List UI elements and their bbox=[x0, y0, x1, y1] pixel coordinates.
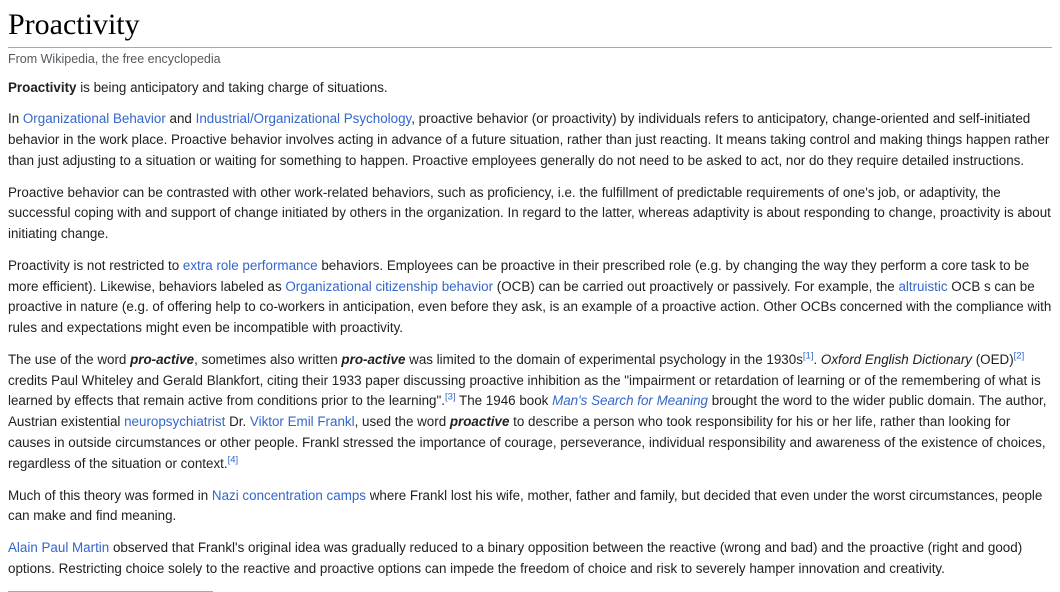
text-fragment: Much of this theory was formed in bbox=[8, 487, 212, 503]
text-fragment: brought the word to the wider public domain. The author, Austrian existential bbox=[8, 393, 1047, 430]
text-fragment: where Frankl lost his wife, mother, father and family, but decided that even under the worst circumstances, people can make and find meaning. bbox=[8, 487, 1043, 524]
text-fragment: Proactivity is not restricted to bbox=[8, 257, 183, 273]
page-title: Proactivity bbox=[8, 8, 1052, 48]
text-fragment: and bbox=[165, 111, 196, 127]
link-label: Man's Search for Meaning bbox=[552, 393, 708, 409]
term-pro-active: pro-active bbox=[130, 351, 195, 367]
link-viktor-emil-frankl[interactable]: Viktor Emil Frankl bbox=[249, 414, 355, 430]
citation-4[interactable] bbox=[228, 454, 239, 465]
citation-2[interactable] bbox=[1014, 350, 1025, 361]
paragraph-definition bbox=[8, 109, 1052, 171]
paragraph-theory-origin bbox=[8, 486, 1052, 528]
link-industrial-organizational-psychology[interactable]: Industrial/Organizational Psychology bbox=[195, 111, 412, 127]
link-organizational-behavior[interactable]: Organizational Behavior bbox=[22, 111, 166, 127]
text-fragment: The use of the word bbox=[8, 351, 131, 367]
citation-1-link[interactable]: [1] bbox=[802, 350, 814, 362]
text-fragment: , proactive behavior (or proactivity) by individuals refers to anticipatory, change-oriented and self-initiated behavior in the work place. Proactive behavior involves acting in advance of a future situation, rather than just reacting. It means taking control and making things happen rather than just adjusting to a situation or waiting for something to happen. Proactive employees generally do not need to be asked to act, nor do they require detailed instructions. bbox=[8, 111, 1050, 168]
text-fragment: , used the word bbox=[354, 414, 450, 430]
text-fragment: to describe a person who took responsibility for his or her life, rather than looking for causes in outside circumstances or other people. Frankl stressed the importance of courage, perseverance, individual responsibility and awareness of the existence of choices, regardless of the situation or context. bbox=[8, 414, 1046, 471]
text-fragment: observed that Frankl's original idea was gradually reduced to a binary opposition between the reactive (wrong and bad) and the proactive (right and good) options. Restricting choice solely to the reactive and proactive options can impede the freedom of choice and risk to severely hamper innovation and creativity. bbox=[8, 540, 1023, 576]
text-fragment: , sometimes also written bbox=[194, 351, 342, 367]
citation-3-link[interactable]: [3] bbox=[444, 391, 456, 403]
text-fragment: The 1946 book bbox=[455, 393, 553, 409]
site-tagline: From Wikipedia, the free encyclopedia bbox=[8, 51, 221, 66]
link-organizational-citizenship-behavior[interactable]: Organizational citizenship behavior bbox=[285, 278, 494, 294]
paragraph-etymology bbox=[8, 350, 1052, 475]
citation-1[interactable] bbox=[803, 350, 814, 361]
term-proactive: proactive bbox=[449, 414, 510, 430]
link-neuropsychiatrist[interactable]: neuropsychiatrist bbox=[124, 414, 226, 430]
text-fragment: Dr. bbox=[225, 414, 250, 430]
text-fragment: Proactive behavior can be contrasted with other work-related behaviors, such as proficiency, i.e. the fulfillment of predictable requirements of one's job, or adaptivity, the successful coping with and support of change initiated by others in the organization. In regard to the latter, whereas adaptivity is about responding to change, proactivity is about initiating change. bbox=[8, 184, 1051, 242]
paragraph-lead bbox=[8, 78, 1052, 99]
title-oed: Oxford English Dictionary bbox=[820, 351, 972, 367]
text-fragment: credits Paul Whiteley and Gerald Blankfort, citing their 1933 paper discussing proactive inhibition as the "impairment or retardation of learning or of the remembering of what is learned by effects that remain active from conditions prior to the learning". bbox=[8, 372, 1041, 409]
text-fragment: In bbox=[8, 111, 23, 127]
text-fragment: behaviors. Employees can be proactive in their prescribed role (e.g. by changing the way they perform a core task to be more efficient). Likewise, behaviors labeled as bbox=[8, 257, 1030, 294]
citation-3[interactable] bbox=[445, 392, 456, 403]
link-altruistic[interactable]: altruistic bbox=[898, 278, 948, 294]
text-fragment: (OED) bbox=[972, 351, 1014, 367]
lead-term: Proactivity bbox=[8, 79, 77, 95]
term-pro-active-alt: pro-active bbox=[341, 351, 406, 367]
text-fragment: (OCB) can be carried out proactively or passively. For example, the bbox=[493, 278, 899, 294]
link-mans-search-for-meaning[interactable] bbox=[552, 393, 708, 408]
citation-4-link[interactable]: [4] bbox=[227, 454, 239, 466]
text-fragment: was limited to the domain of experimental psychology in the 1930s bbox=[405, 351, 803, 367]
link-nazi-concentration-camps[interactable]: Nazi concentration camps bbox=[211, 487, 366, 503]
lead-text: is being anticipatory and taking charge of situations. bbox=[76, 79, 388, 95]
section-divider bbox=[8, 591, 213, 592]
link-extra-role-performance[interactable]: extra role performance bbox=[182, 257, 318, 273]
text-fragment: . bbox=[813, 351, 821, 367]
paragraph-extra-role bbox=[8, 256, 1052, 339]
link-alain-paul-martin[interactable]: Alain Paul Martin bbox=[8, 540, 110, 556]
text-fragment: OCB s can be proactive in nature (e.g. of offering help to co-workers in anticipation, even before they ask, is an example of a proactive action. Other OCBs concerned with the compliance with rules and expectations might even be incompatible with proactivity. bbox=[8, 278, 1052, 336]
paragraph-criticism bbox=[8, 538, 1052, 580]
citation-2-link[interactable]: [2] bbox=[1013, 350, 1025, 362]
paragraph-contrast bbox=[8, 183, 1052, 245]
